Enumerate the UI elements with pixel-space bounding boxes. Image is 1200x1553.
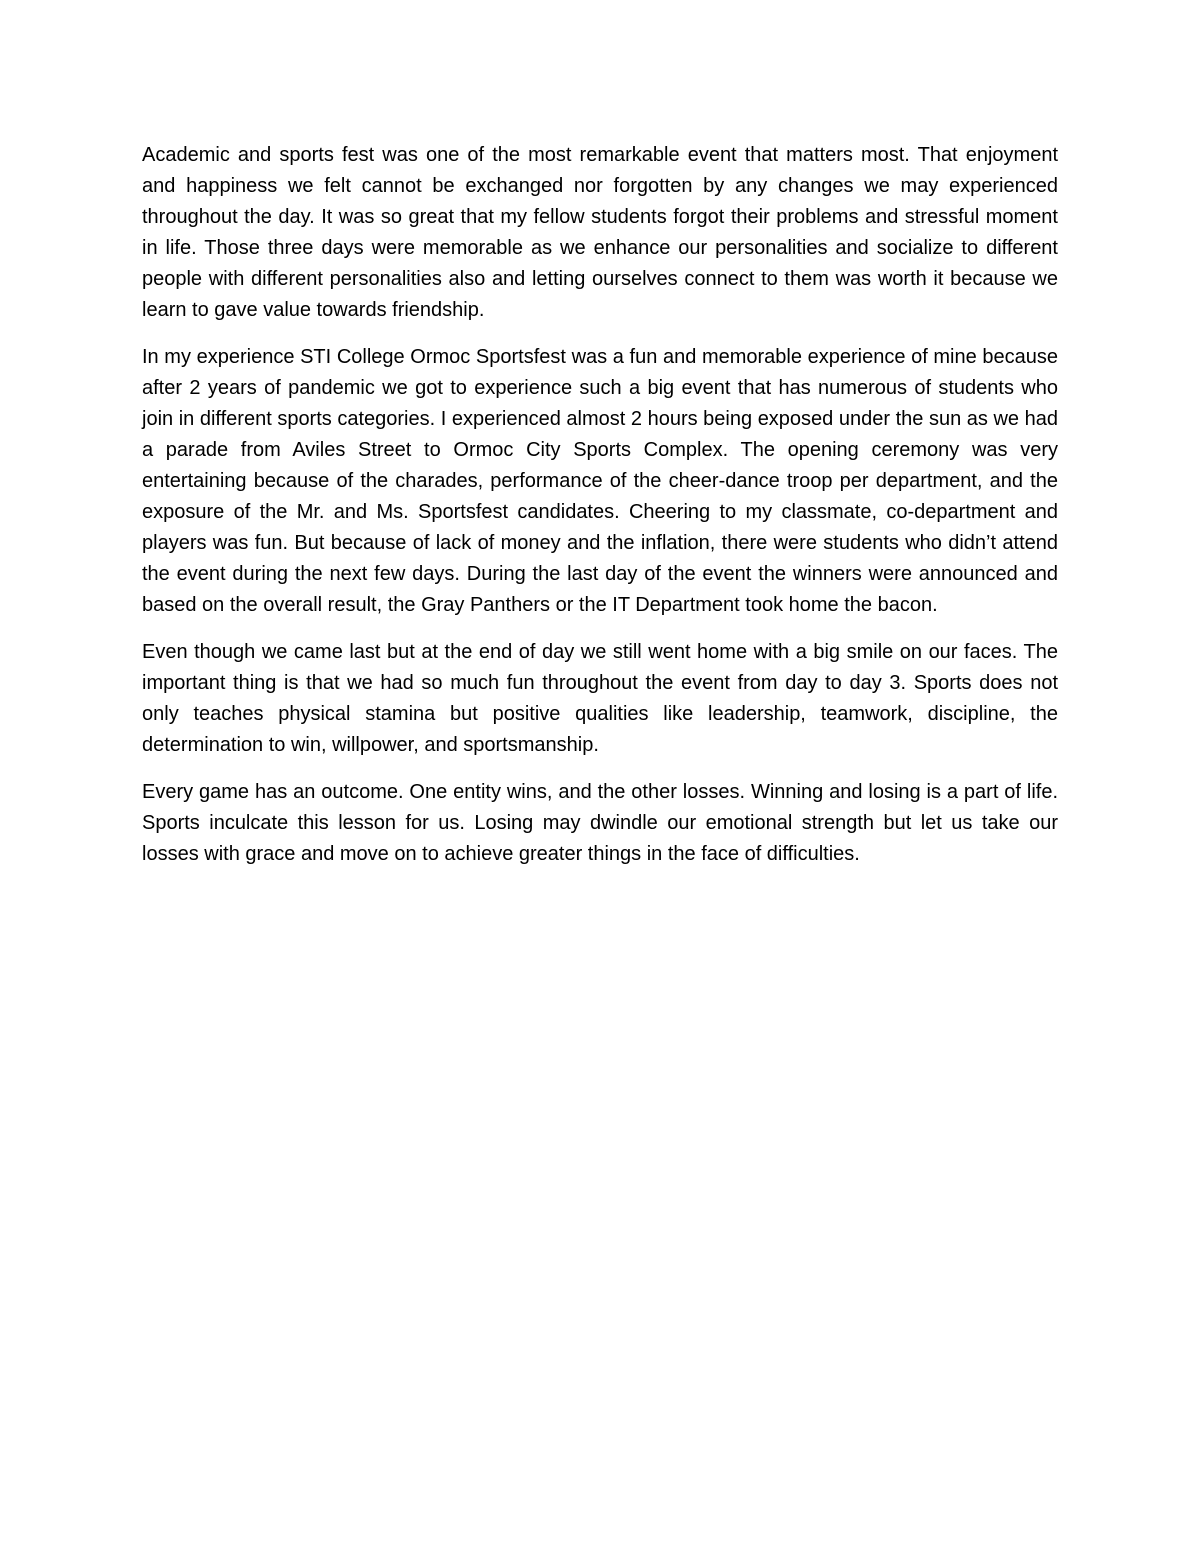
paragraph-4: Every game has an outcome. One entity wins, and the other losses. Winning and losing is a part of life. Sports inculcate this lesson for us. Losing may dwindle our emotional strength but let us take our losses with grace and move on to achieve greater things in the face of difficulties. (142, 781, 1058, 865)
paragraph-3: Even though we came last but at the end of day we still went home with a big smile on our faces. The important thing is that we had so much fun throughout the event from day to day 3. Sports does not only teaches physical stamina but positive qualities like leadership, teamwork, discipline, the determination to win, willpower, and sportsmanship. (142, 641, 1058, 756)
paragraph-1: Academic and sports fest was one of the most remarkable event that matters most. That enjoyment and happiness we felt cannot be exchanged nor forgotten by any changes we may experienced throughout the day. It was so great that my fellow students forgot their problems and stressful moment in life. Those three days were memorable as we enhance our personalities and socialize to different people with different personalities also and letting ourselves connect to them was worth it because we learn to gave value towards friendship. (142, 144, 1058, 321)
document-body (142, 140, 1058, 886)
paragraph-2: In my experience STI College Ormoc Sportsfest was a fun and memorable experience of mine because after 2 years of pandemic we got to experience such a big event that has numerous of students who join in different sports categories. I experienced almost 2 hours being exposed under the sun as we had a parade from Aviles Street to Ormoc City Sports Complex. The opening ceremony was very entertaining because of the charades, performance of the cheer-dance troop per department, and the exposure of the Mr. and Ms. Sportsfest candidates. Cheering to my classmate, co-department and players was fun. But because of lack of money and the inflation, there were students who didn’t attend the event during the next few days. During the last day of the event the winners were announced and based on the overall result, the Gray Panthers or the IT Department took home the bacon. (142, 346, 1058, 616)
